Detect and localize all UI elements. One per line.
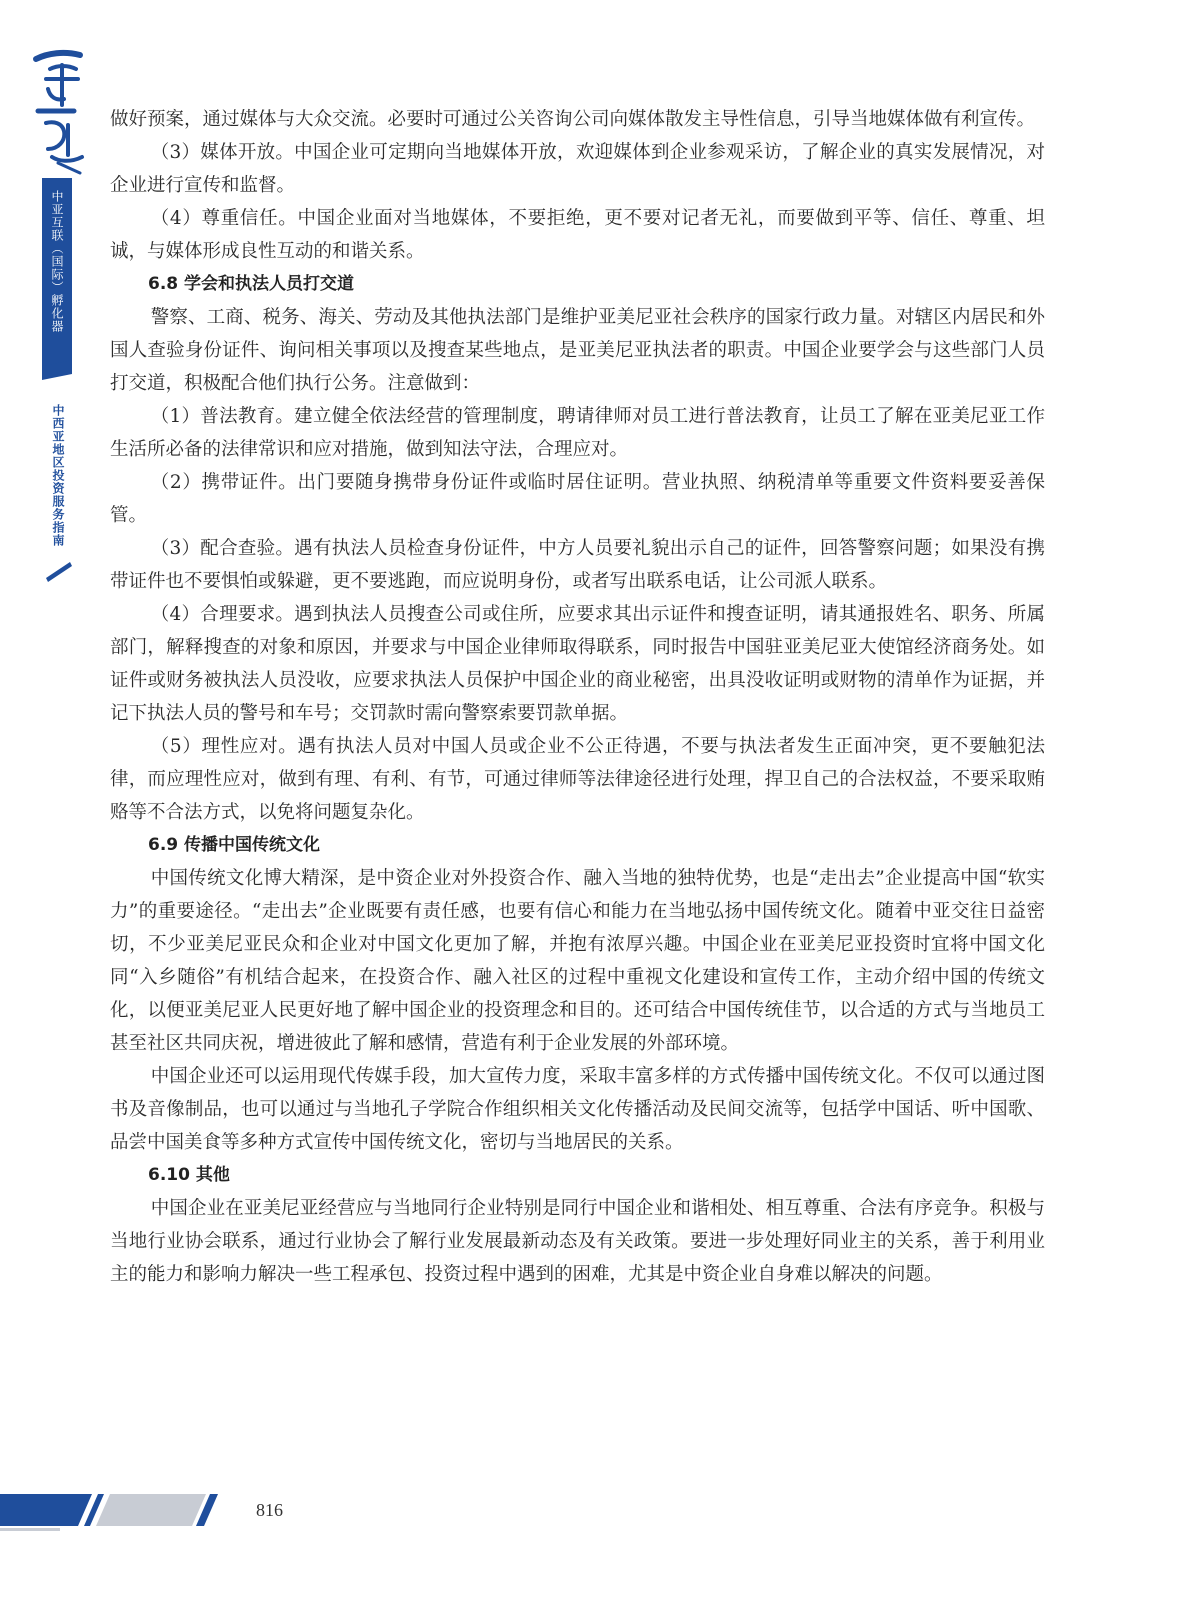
sidebar-guide-title: 中西亚地区投资服务指南: [51, 404, 65, 547]
body-paragraph: （3）配合查验。遇有执法人员检查身份证件，中方人员要礼貌出示自己的证件，回答警察问题；如果没有携带证件也不要惧怕或躲避，更不要逃跑，而应说明身份，或者写出联系电话，让公司派人联系。: [110, 538, 1045, 592]
sidebar-band-text: 中亚互联（国际）孵化器: [50, 190, 64, 333]
body-paragraph: （2）携带证件。出门要随身携带身份证件或临时居住证明。营业执照、纳税清单等重要文件资料要妥善保管。: [110, 472, 1045, 526]
yidaiyilu-logo: [28, 45, 88, 175]
body-paragraph: 警察、工商、税务、海关、劳动及其他执法部门是维护亚美尼亚社会秩序的国家行政力量。对辖区内居民和外国人查验身份证件、询问相关事项以及搜查某些地点，是亚美尼亚执法者的职责。中国企业要学会与这些部门人员打交道，积极配合他们执行公务。注意做到：: [110, 307, 1045, 394]
body-paragraph: 中国企业还可以运用现代传媒手段，加大宣传力度，采取丰富多样的方式传播中国传统文化。不仅可以通过图书及音像制品，也可以通过与当地孔子学院合作组织相关文化传播活动及民间交流等，包括学中国话、听中国歌、品尝中国美食等多种方式宣传中国传统文化，密切与当地居民的关系。: [110, 1066, 1045, 1153]
sidebar-slash-decoration-bottom: [44, 552, 74, 582]
body-paragraph: （5）理性应对。遇有执法人员对中国人员或企业不公正待遇，不要与执法者发生正面冲突，更不要触犯法律，而应理性应对，做到有理、有利、有节，可通过律师等法律途径进行处理，捍卫自己的合法权益，不要采取贿赂等不合法方式，以免将问题复杂化。: [110, 736, 1045, 823]
page-number: 816: [256, 1500, 283, 1520]
document-body: [110, 103, 1045, 1291]
footer-stripes: [0, 1488, 230, 1532]
body-paragraph: 中国企业在亚美尼亚经营应与当地同行企业特别是同行中国企业和谐相处、相互尊重、合法有序竞争。积极与当地行业协会联系，通过行业协会了解行业发展最新动态及有关政策。要进一步处理好同业主的关系，善于利用业主的能力和影响力解决一些工程承包、投资过程中遇到的困难，尤其是中资企业自身难以解决的问题。: [110, 1198, 1045, 1285]
body-paragraph: （4）尊重信任。中国企业面对当地媒体，不要拒绝，更不要对记者无礼，而要做到平等、信任、尊重、坦诚，与媒体形成良性互动的和谐关系。: [110, 208, 1045, 262]
body-paragraph: 做好预案，通过媒体与大众交流。必要时可通过公关咨询公司向媒体散发主导性信息，引导当地媒体做有利宣传。: [110, 109, 1036, 130]
section-heading: 6.9 传播中国传统文化: [148, 835, 321, 855]
sidebar-slash-decoration: [40, 360, 76, 400]
body-paragraph: （1）普法教育。建立健全依法经营的管理制度，聘请律师对员工进行普法教育，让员工了解在亚美尼亚工作生活所必备的法律常识和应对措施，做到知法守法，合理应对。: [110, 406, 1045, 460]
body-paragraph: （4）合理要求。遇到执法人员搜查公司或住所，应要求其出示证件和搜查证明，请其通报姓名、职务、所属部门，解释搜查的对象和原因，并要求与中国企业律师取得联系，同时报告中国驻亚美尼亚大使馆经济商务处。如证件或财务被执法人员没收，应要求执法人员保护中国企业的商业秘密，出具没收证明或财物的清单作为证据，并记下执法人员的警号和车号；交罚款时需向警察索要罚款单据。: [110, 604, 1045, 724]
body-paragraph: （3）媒体开放。中国企业可定期向当地媒体开放，欢迎媒体到企业参观采访，了解企业的真实发展情况，对企业进行宣传和监督。: [110, 142, 1045, 196]
section-heading: 6.8 学会和执法人员打交道: [148, 274, 355, 294]
section-heading: 6.10 其他: [148, 1165, 230, 1185]
body-paragraph: 中国传统文化博大精深，是中资企业对外投资合作、融入当地的独特优势，也是“走出去”企业提高中国“软实力”的重要途径。“走出去”企业既要有责任感，也要有信心和能力在当地弘扬中国传统文化。随着中亚交往日益密切，不少亚美尼亚民众和企业对中国文化更加了解，并抱有浓厚兴趣。中国企业在亚美尼亚投资时宜将中国文化同“入乡随俗”有机结合起来，在投资合作、融入社区的过程中重视文化建设和宣传工作，主动介绍中国的传统文化，以便亚美尼亚人民更好地了解中国企业的投资理念和目的。还可结合中国传统佳节，以合适的方式与当地员工甚至社区共同庆祝，增进彼此了解和感情，营造有利于企业发展的外部环境。: [110, 868, 1045, 1054]
